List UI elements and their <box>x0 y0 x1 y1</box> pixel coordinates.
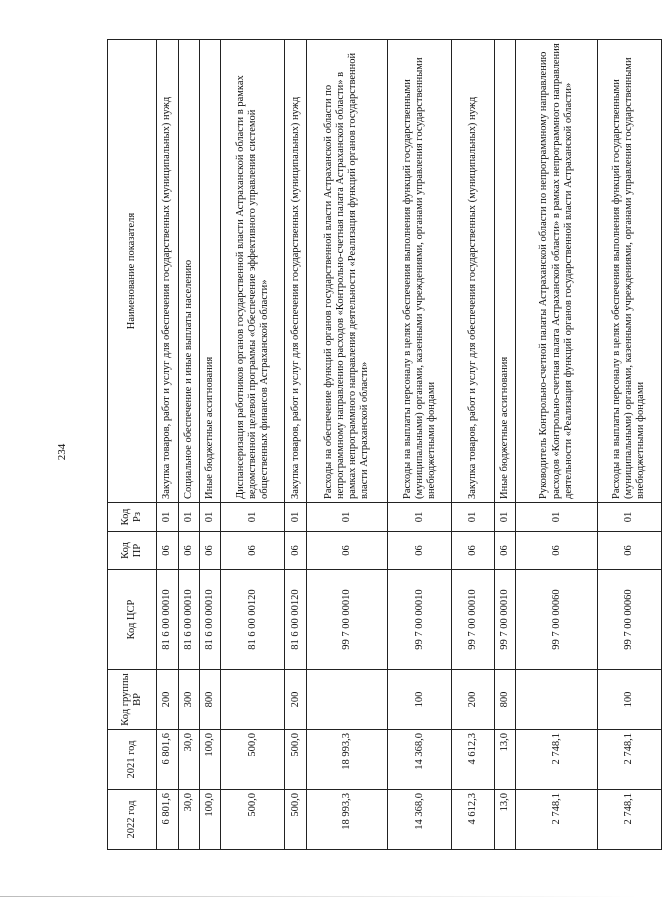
cell-col-2022: 2 748,1 <box>597 790 661 850</box>
cell-col-vr: 200 <box>285 670 306 730</box>
cell-col-2022: 18 993,3 <box>306 790 387 850</box>
cell-col-name: Социальное обеспечение и иные выплаты населению <box>178 40 199 503</box>
cell-col-csr: 81 6 00 00120 <box>285 570 306 670</box>
table-row <box>285 40 306 850</box>
cell-col-name: Иные бюджетные ассигнования <box>199 40 220 503</box>
cell-col-2021: 30,0 <box>178 730 199 790</box>
cell-col-pr: 06 <box>495 532 516 570</box>
cell-col-csr: 99 7 00 00010 <box>495 570 516 670</box>
cell-col-name: Расходы на выплаты персоналу в целях обеспечения выполнения функций государственными (муниципальными) органами, казенными учреждениями, органами управления государственными внебюджетными фондами <box>388 40 452 503</box>
cell-col-name: Руководитель Контрольно-счетной палаты Астраханской области по непрограммному направлению расходов «Контрольно-счетная палата Астраханской области» в рамках непрограммного направления деятельности «Реализация функций органов государственной власти Астраханской области» <box>516 40 597 503</box>
table-row <box>495 40 516 850</box>
cell-col-name: Расходы на выплаты персоналу в целях обеспечения выполнения функций государственными (муниципальными) органами, казенными учреждениями, органами управления государственными внебюджетными фондами <box>597 40 661 503</box>
table-row <box>306 40 387 850</box>
cell-col-rz: 01 <box>597 503 661 532</box>
cell-col-csr: 99 7 00 00010 <box>452 570 495 670</box>
table-row <box>178 40 199 850</box>
cell-col-rz: 01 <box>452 503 495 532</box>
cell-col-vr <box>221 670 285 730</box>
cell-col-vr: 800 <box>199 670 220 730</box>
cell-col-2022: 2 748,1 <box>516 790 597 850</box>
header-col-csr: Код ЦСР <box>108 570 157 670</box>
header-col-name: Наименование показателя <box>108 40 157 503</box>
cell-col-2021: 2 748,1 <box>516 730 597 790</box>
cell-col-2022: 500,0 <box>285 790 306 850</box>
cell-col-2022: 500,0 <box>221 790 285 850</box>
cell-col-2022: 100,0 <box>199 790 220 850</box>
cell-col-pr: 06 <box>597 532 661 570</box>
cell-col-vr: 200 <box>157 670 178 730</box>
header-col-pr: Код ПР <box>108 532 157 570</box>
cell-col-2022: 6 801,6 <box>157 790 178 850</box>
cell-col-2021: 18 993,3 <box>306 730 387 790</box>
cell-col-pr: 06 <box>178 532 199 570</box>
cell-col-vr: 800 <box>495 670 516 730</box>
cell-col-name: Закупка товаров, работ и услуг для обеспечения государственных (муниципальных) нужд <box>452 40 495 503</box>
scan-edge <box>0 896 639 897</box>
cell-col-csr: 81 6 00 00120 <box>221 570 285 670</box>
header-col-rz: Код Рз <box>108 503 157 532</box>
cell-col-csr: 99 7 00 00060 <box>516 570 597 670</box>
cell-col-2021: 500,0 <box>285 730 306 790</box>
cell-col-pr: 06 <box>285 532 306 570</box>
cell-col-csr: 99 7 00 00010 <box>388 570 452 670</box>
table-header-row <box>108 40 157 850</box>
cell-col-rz: 01 <box>157 503 178 532</box>
cell-col-csr: 81 6 00 00010 <box>157 570 178 670</box>
cell-col-pr: 06 <box>221 532 285 570</box>
cell-col-vr <box>516 670 597 730</box>
cell-col-2022: 14 368,0 <box>388 790 452 850</box>
cell-col-rz: 01 <box>285 503 306 532</box>
header-col-2021: 2021 год <box>108 730 157 790</box>
cell-col-pr: 06 <box>306 532 387 570</box>
table-row <box>516 40 597 850</box>
cell-col-pr: 06 <box>452 532 495 570</box>
cell-col-csr: 99 7 00 00060 <box>597 570 661 670</box>
table-row <box>199 40 220 850</box>
cell-col-name: Расходы на обеспечение функций органов государственной власти Астраханской области по непрограммному направлению расходов «Контрольно-счетная палата Астраханской области» в рамках непрограммного направления деятельности «Реализация функций органов государственной власти Астраханской области» <box>306 40 387 503</box>
cell-col-vr: 200 <box>452 670 495 730</box>
header-col-vr: Код группы ВР <box>108 670 157 730</box>
table-row <box>388 40 452 850</box>
cell-col-pr: 06 <box>516 532 597 570</box>
cell-col-rz: 01 <box>495 503 516 532</box>
header-col-2022: 2022 год <box>108 790 157 850</box>
budget-table-body <box>108 40 662 850</box>
table-row <box>597 40 661 850</box>
cell-col-rz: 01 <box>306 503 387 532</box>
cell-col-vr <box>306 670 387 730</box>
cell-col-2022: 13,0 <box>495 790 516 850</box>
cell-col-rz: 01 <box>516 503 597 532</box>
cell-col-name: Диспансеризация работников органов государственной власти Астраханской области в рамках ведомственной целевой программы «Обеспечение эффективного управления системой общественных финансов Астраханской области» <box>221 40 285 503</box>
cell-col-rz: 01 <box>221 503 285 532</box>
cell-col-2021: 4 612,3 <box>452 730 495 790</box>
cell-col-2021: 6 801,6 <box>157 730 178 790</box>
cell-col-vr: 300 <box>178 670 199 730</box>
cell-col-2021: 2 748,1 <box>597 730 661 790</box>
cell-col-name: Иные бюджетные ассигнования <box>495 40 516 503</box>
cell-col-rz: 01 <box>178 503 199 532</box>
budget-table <box>107 39 662 850</box>
cell-col-2022: 4 612,3 <box>452 790 495 850</box>
cell-col-vr: 100 <box>597 670 661 730</box>
page-number: 234 <box>56 443 68 461</box>
table-row <box>452 40 495 850</box>
cell-col-2021: 100,0 <box>199 730 220 790</box>
cell-col-name: Закупка товаров, работ и услуг для обеспечения государственных (муниципальных) нужд <box>285 40 306 503</box>
cell-col-rz: 01 <box>388 503 452 532</box>
cell-col-rz: 01 <box>199 503 220 532</box>
cell-col-name: Закупка товаров, работ и услуг для обеспечения государственных (муниципальных) нужд <box>157 40 178 503</box>
cell-col-pr: 06 <box>199 532 220 570</box>
cell-col-csr: 81 6 00 00010 <box>199 570 220 670</box>
cell-col-vr: 100 <box>388 670 452 730</box>
cell-col-csr: 81 6 00 00010 <box>178 570 199 670</box>
cell-col-pr: 06 <box>157 532 178 570</box>
cell-col-pr: 06 <box>388 532 452 570</box>
table-row <box>157 40 178 850</box>
cell-col-2021: 13,0 <box>495 730 516 790</box>
cell-col-2021: 14 368,0 <box>388 730 452 790</box>
table-row <box>221 40 285 850</box>
budget-table-wrapper <box>107 40 662 850</box>
cell-col-2021: 500,0 <box>221 730 285 790</box>
cell-col-2022: 30,0 <box>178 790 199 850</box>
cell-col-csr: 99 7 00 00010 <box>306 570 387 670</box>
